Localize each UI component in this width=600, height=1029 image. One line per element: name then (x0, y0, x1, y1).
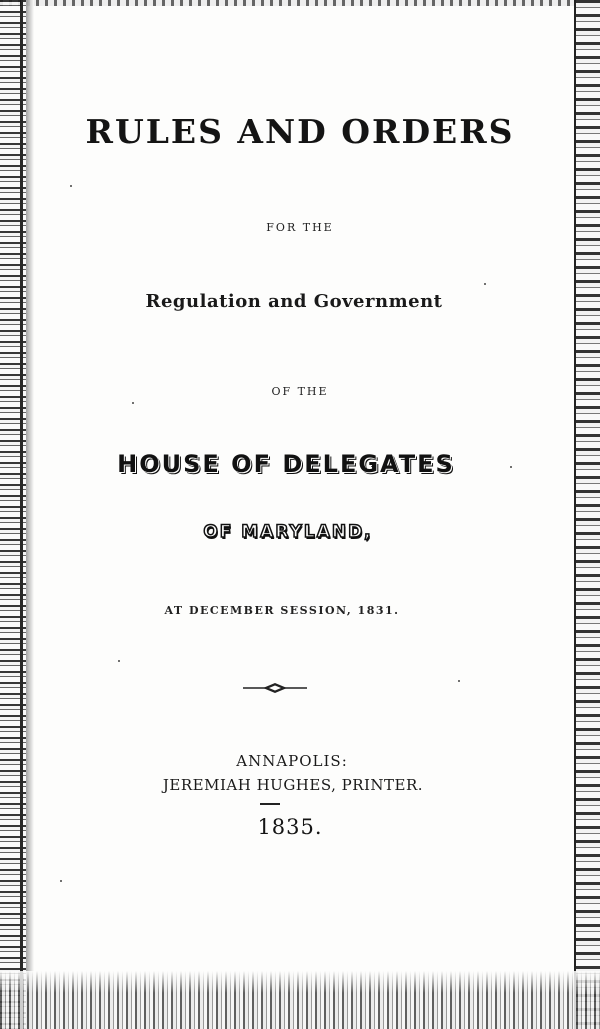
regulation-line: Regulation and Government (145, 291, 443, 312)
paper-speck (510, 466, 512, 468)
scan-top-edge (0, 0, 600, 6)
scan-right-edge (574, 0, 600, 1029)
for-the-line: FOR THE (266, 221, 334, 234)
paper-speck (60, 880, 62, 882)
scan-bottom-edge (0, 971, 600, 1029)
paper-speck (458, 680, 460, 682)
of-maryland-heading: OF MARYLAND, (203, 522, 373, 542)
imprint-divider (260, 803, 280, 805)
session-line: AT DECEMBER SESSION, 1831. (164, 604, 400, 617)
document-title: RULES AND ORDERS (85, 112, 515, 151)
paper-speck (118, 660, 120, 662)
imprint-printer: JEREMIAH HUGHES, PRINTER. (162, 776, 424, 794)
binding-gutter-shadow (26, 0, 34, 1029)
paper-speck (132, 402, 134, 404)
imprint-year: 1835. (257, 815, 323, 839)
house-of-delegates-heading: HOUSE OF DELEGATES (117, 450, 455, 478)
diamond-rule-icon (243, 682, 307, 694)
paper-speck (70, 185, 72, 187)
scan-binding-edge (0, 0, 34, 1029)
of-the-line: OF THE (271, 385, 329, 398)
paper-speck (484, 283, 486, 285)
imprint-place: ANNAPOLIS: (236, 752, 348, 770)
